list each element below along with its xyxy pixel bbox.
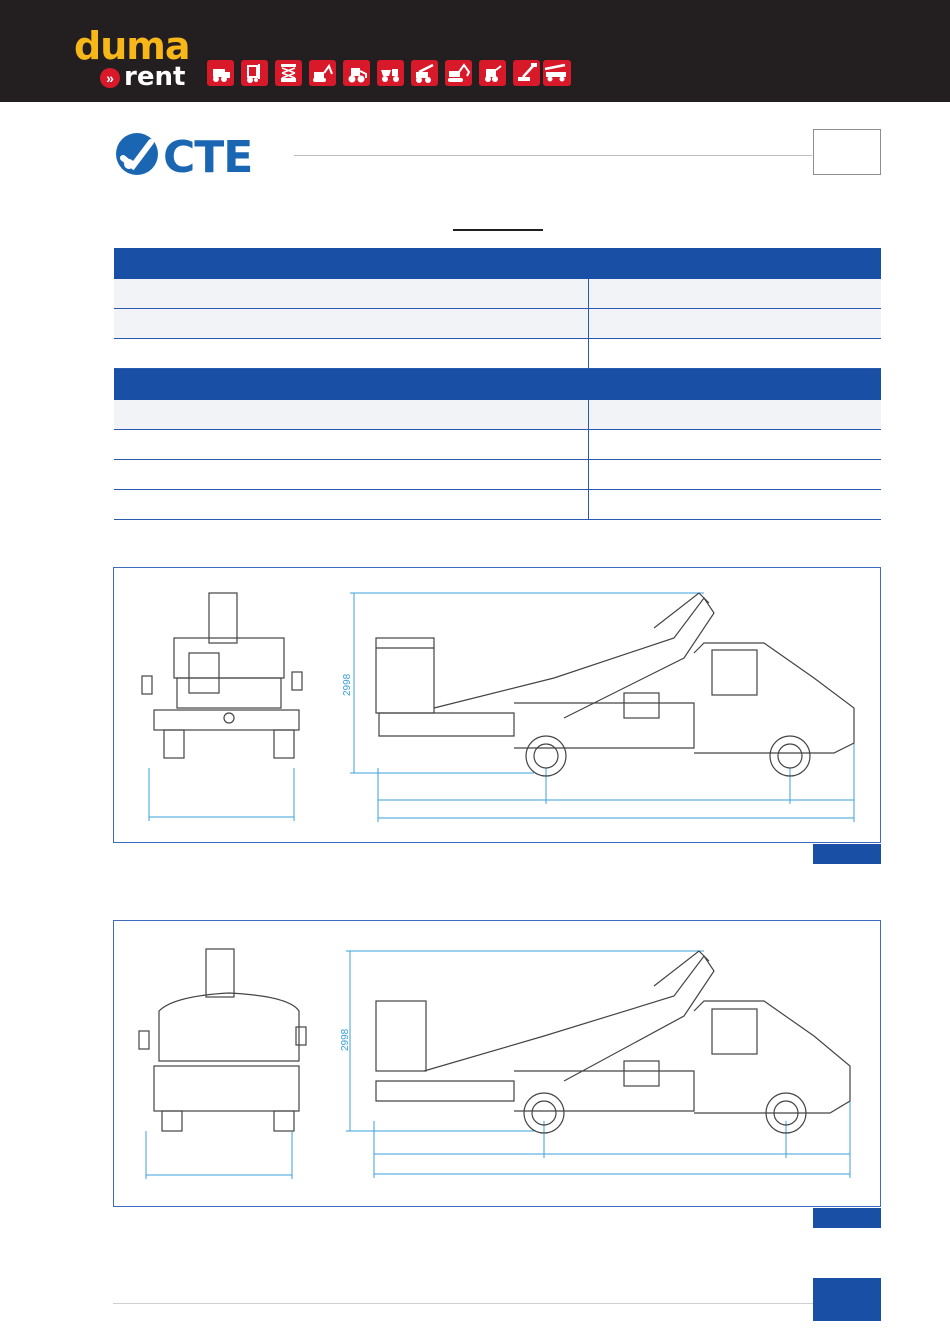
compact-loader-icon <box>479 60 506 86</box>
skid-loader-icon <box>207 60 234 86</box>
table-row <box>114 400 881 430</box>
drawing-panel-top <box>113 567 881 843</box>
height-dimension-label: 2998 <box>342 673 353 696</box>
truck-drawing-bottom <box>114 921 880 1206</box>
table-row <box>114 279 881 309</box>
table-row <box>114 309 881 339</box>
truck-drawing-top <box>114 568 880 842</box>
page-number-box <box>813 1278 881 1321</box>
drawing-tag-top <box>813 844 881 864</box>
dumper-icon <box>377 60 404 86</box>
drawing-tag-bottom <box>813 1208 881 1228</box>
table-section-header <box>114 369 881 400</box>
table-row <box>114 339 881 369</box>
telehandler-icon <box>411 60 438 86</box>
mini-excavator-icon <box>309 60 336 86</box>
table-row <box>114 460 881 490</box>
rent-logo-label: rent <box>124 62 186 92</box>
header-rule <box>294 155 812 156</box>
forklift-icon <box>241 60 268 86</box>
table-section-header <box>114 248 881 279</box>
table-row <box>114 430 881 460</box>
scissor-lift-icon <box>275 60 302 86</box>
boom-lift-icon <box>513 60 540 86</box>
cte-logo <box>115 132 267 176</box>
cte-logo-text: CTE <box>163 132 253 176</box>
drawing-panel-bottom <box>113 920 881 1207</box>
title-underline <box>453 229 543 231</box>
footer-rule <box>113 1303 813 1304</box>
height-dimension-label: 2998 <box>340 1028 351 1051</box>
wheel-loader-icon <box>343 60 370 86</box>
duma-logo-text: duma <box>74 24 190 68</box>
excavator-icon <box>445 60 472 86</box>
model-box <box>813 129 881 175</box>
header-bar <box>0 0 950 102</box>
spec-table <box>114 248 881 520</box>
table-row <box>114 490 881 520</box>
rent-logo-text <box>100 63 185 91</box>
rent-arrow-icon: » <box>100 68 120 88</box>
truck-platform-icon <box>543 60 571 86</box>
